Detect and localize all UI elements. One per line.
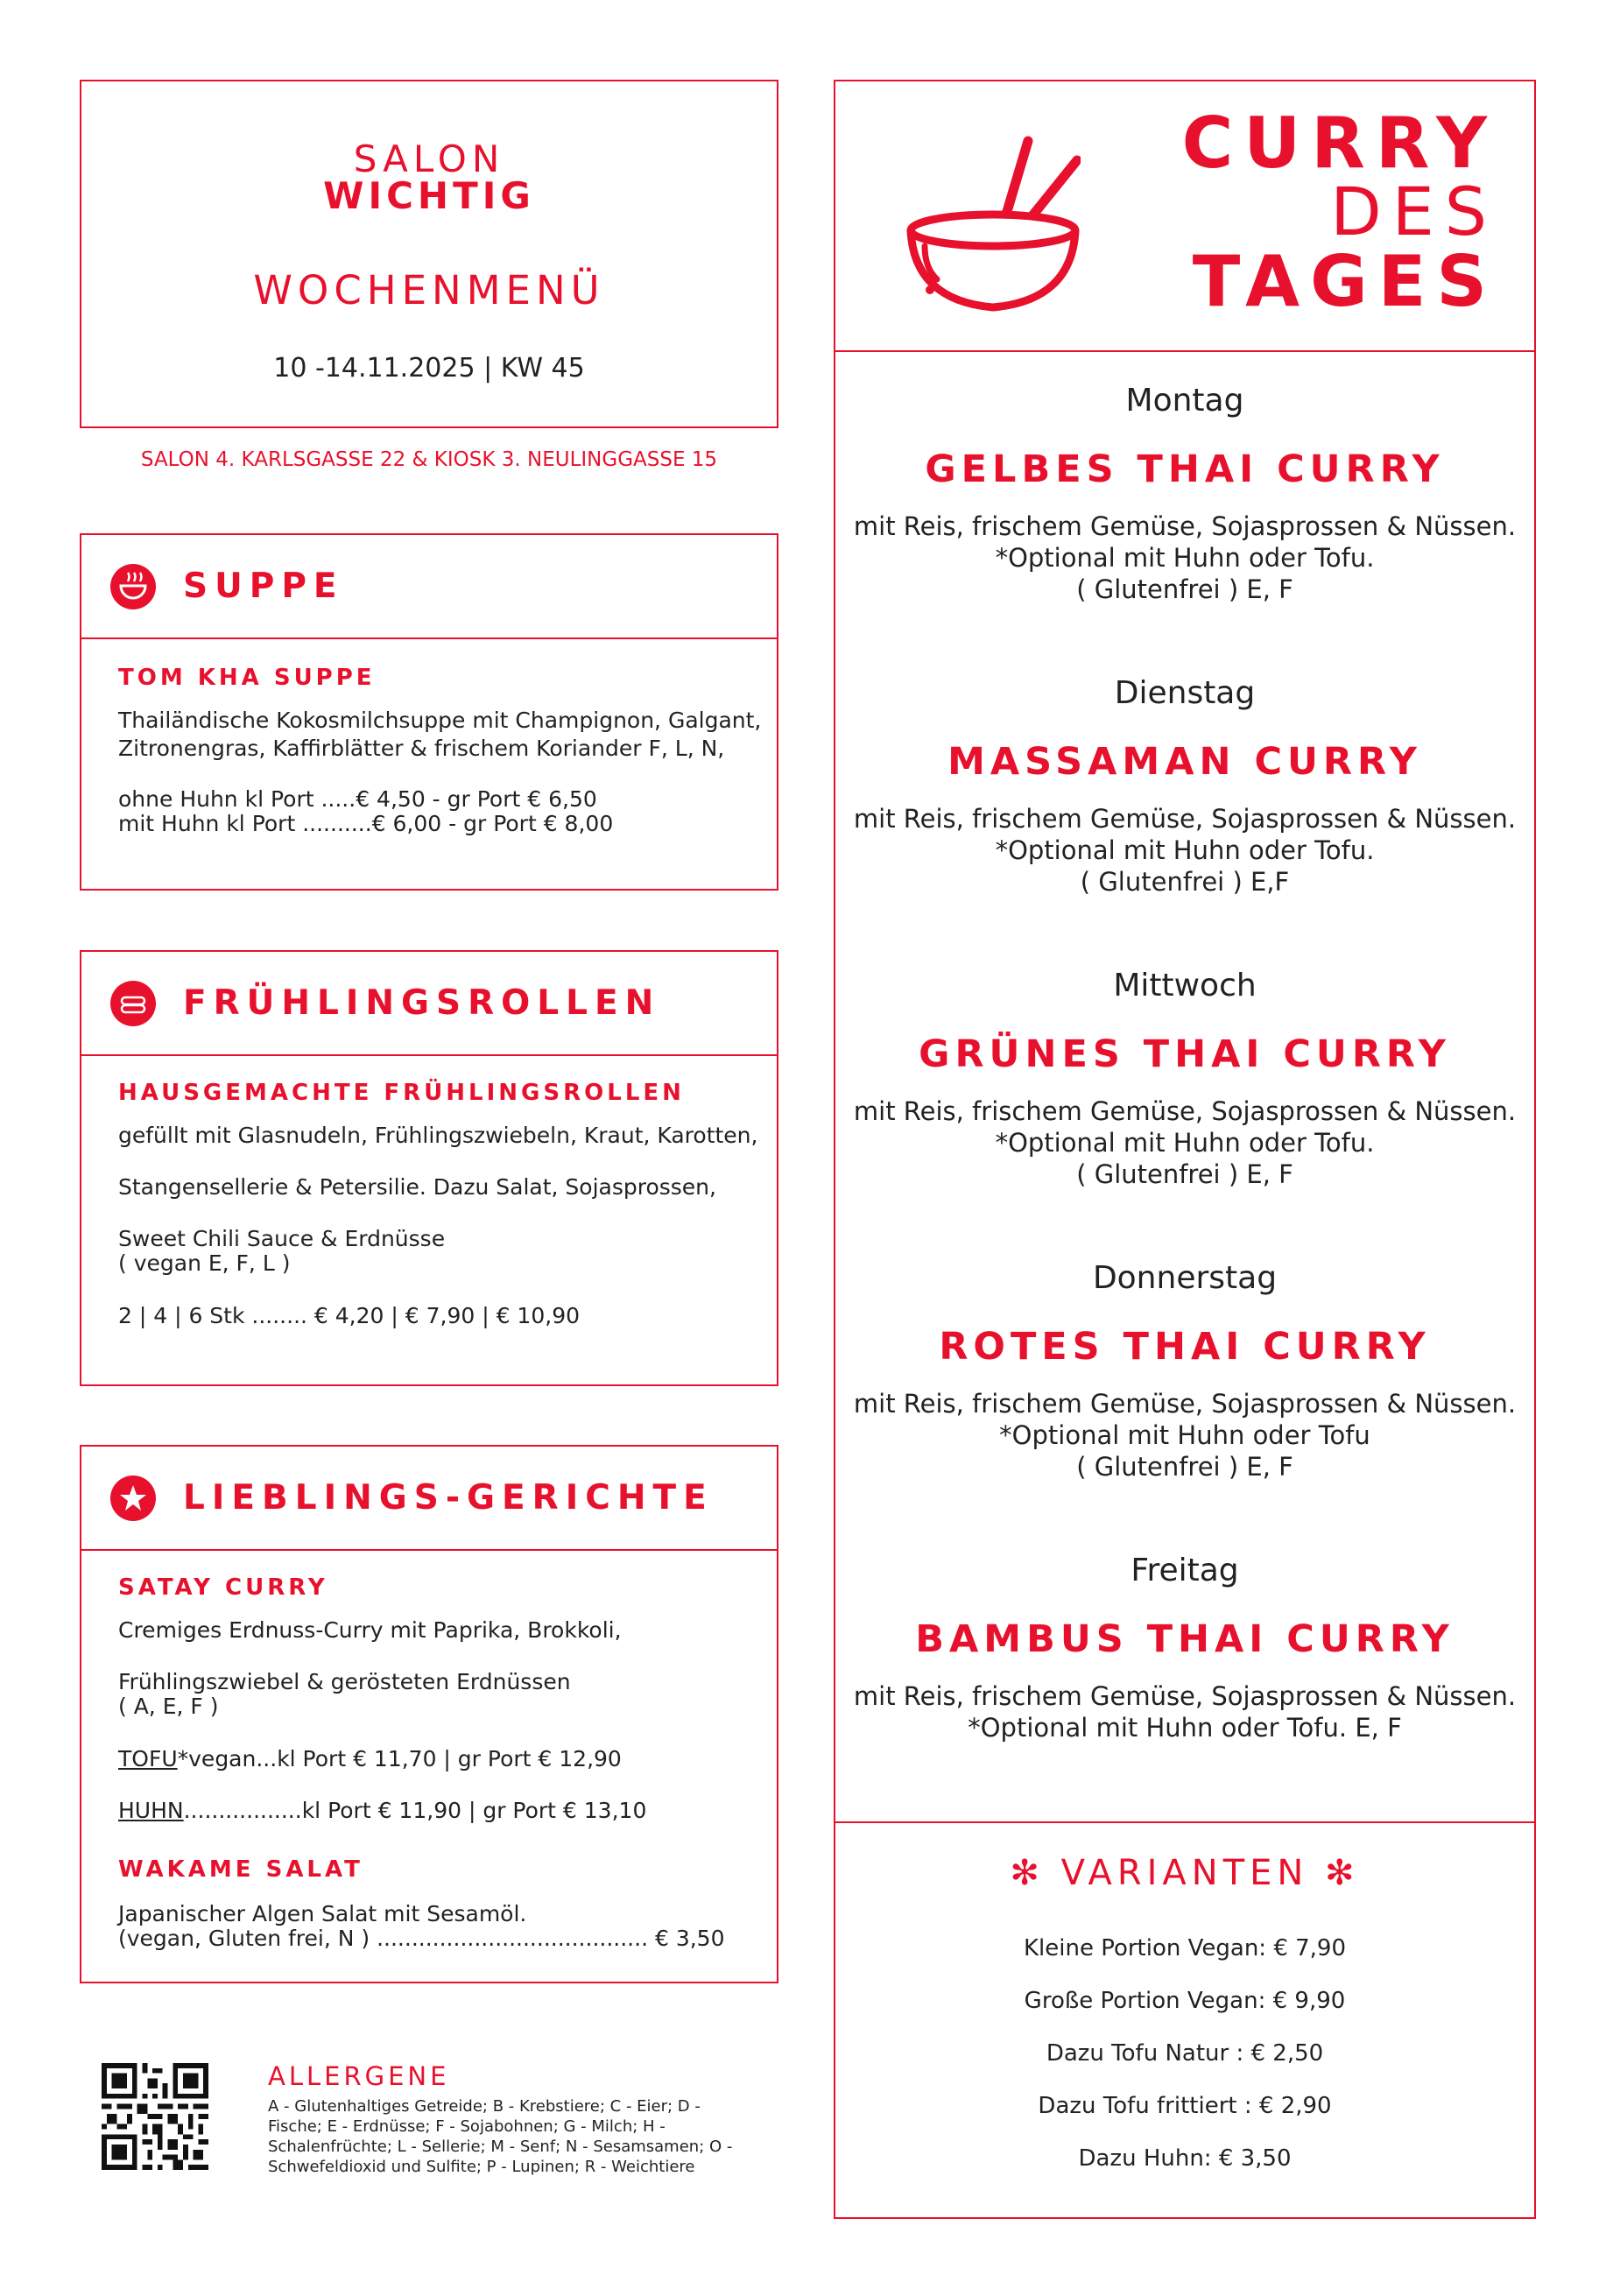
allergene-line-4: Schwefeldioxid und Sulfite; P - Lupinen; R - Weichtiere — [268, 2158, 695, 2176]
soup-bowl-icon — [110, 564, 156, 609]
bowl-chopsticks-icon — [905, 115, 1081, 316]
spring-rolls-icon — [110, 981, 156, 1026]
day-montag: Montag — [1125, 383, 1244, 419]
variante-5: Dazu Huhn: € 3,50 — [1078, 2145, 1292, 2172]
suppe-section — [80, 533, 778, 891]
fruehlingsrollen-desc-1: gefüllt mit Glasnudeln, Frühlingszwiebeln, Kraut, Karotten, — [118, 1123, 758, 1148]
header-box — [80, 80, 778, 428]
day-dienstag: Dienstag — [1114, 675, 1256, 711]
curry-donnerstag-line-2: *Optional mit Huhn oder Tofu — [999, 1420, 1370, 1450]
day-mittwoch: Mittwoch — [1113, 968, 1257, 1004]
day-freitag: Freitag — [1131, 1553, 1239, 1588]
curry-title-3: TAGES — [1192, 241, 1497, 322]
huhn-price: .................kl Port € 11,90 | gr Port € 13,10 — [183, 1798, 647, 1823]
fruehlingsrollen-section — [80, 950, 778, 1386]
satay-desc-3: ( A, E, F ) — [118, 1694, 219, 1719]
day-donnerstag: Donnerstag — [1092, 1260, 1278, 1296]
curry-mittwoch-line-1: mit Reis, frischem Gemüse, Sojasprossen & Nüssen. — [853, 1096, 1517, 1126]
curry-donnerstag-line-1: mit Reis, frischem Gemüse, Sojasprossen & Nüssen. — [853, 1389, 1517, 1419]
suppe-heading: SUPPE — [183, 567, 344, 606]
curry-dienstag-line-1: mit Reis, frischem Gemüse, Sojasprossen & Nüssen. — [853, 804, 1517, 834]
fruehlingsrollen-title: HAUSGEMACHTE FRÜHLINGSROLLEN — [118, 1080, 685, 1106]
curry-title-1: CURRY — [1181, 102, 1497, 184]
allergene-line-3: Schalenfrüchte; L - Sellerie; M - Senf; N - Sesamsamen; O - — [268, 2138, 733, 2156]
variante-2: Große Portion Vegan: € 9,90 — [1024, 1988, 1346, 2014]
allergene-title: ALLERGENE — [268, 2061, 450, 2091]
asterisk-icon: ✻ — [1010, 1853, 1061, 1893]
curry-donnerstag-line-3: ( Glutenfrei ) E, F — [1076, 1452, 1293, 1482]
tom-kha-price-2: mit Huhn kl Port ..........€ 6,00 - gr Port € 8,00 — [118, 811, 614, 836]
tom-kha-desc-1: Thailändische Kokosmilchsuppe mit Champignon, Galgant, — [118, 708, 762, 733]
varianten-block — [835, 1821, 1534, 2217]
curry-montag-line-3: ( Glutenfrei ) E, F — [1076, 574, 1293, 604]
satay-desc-1: Cremiges Erdnuss-Curry mit Paprika, Brokkoli, — [118, 1617, 622, 1643]
curry-mittwoch-line-3: ( Glutenfrei ) E, F — [1076, 1159, 1293, 1189]
tofu-label: TOFU — [118, 1746, 178, 1771]
allergene-line-2: Fische; E - Erdnüsse; F - Sojabohnen; G - Milch; H - — [268, 2117, 666, 2136]
fruehlingsrollen-desc-3: Sweet Chili Sauce & Erdnüsse — [118, 1226, 446, 1251]
wakame-desc-1: Japanischer Algen Salat mit Sesamöl. — [118, 1901, 527, 1926]
tom-kha-title: TOM KHA SUPPE — [118, 665, 376, 691]
curry-freitag-line-1: mit Reis, frischem Gemüse, Sojasprossen & Nüssen. — [853, 1681, 1517, 1711]
curry-freitag-line-2: *Optional mit Huhn oder Tofu. E, F — [968, 1713, 1402, 1743]
lieblings-heading: LIEBLINGS-GERICHTE — [183, 1478, 714, 1518]
wakame-title: WAKAME SALAT — [118, 1856, 363, 1883]
curry-header — [835, 81, 1534, 352]
variante-4: Dazu Tofu frittiert : € 2,90 — [1038, 2093, 1332, 2119]
fruehlingsrollen-price: 2 | 4 | 6 Stk ........ € 4,20 | € 7,90 | € 10,90 — [118, 1303, 581, 1328]
tom-kha-price-1: ohne Huhn kl Port .....€ 4,50 - gr Port € 6,50 — [118, 786, 597, 812]
brand-salon: SALON — [353, 137, 505, 180]
satay-tofu-row — [118, 1745, 622, 1772]
variante-3: Dazu Tofu Natur : € 2,50 — [1046, 2040, 1324, 2067]
fruehlingsrollen-desc-2: Stangensellerie & Petersilie. Dazu Salat, Sojasprossen, — [118, 1174, 716, 1200]
curry-mittwoch-line-2: *Optional mit Huhn oder Tofu. — [995, 1128, 1375, 1158]
satay-desc-2: Frühlingszwiebel & gerösteten Erdnüssen — [118, 1669, 571, 1694]
date-range: 10 -14.11.2025 | KW 45 — [273, 353, 585, 384]
varianten-title-row — [835, 1853, 1534, 1893]
curry-mittwoch: GRÜNES THAI CURRY — [919, 1032, 1451, 1076]
qr-code[interactable] — [102, 2063, 208, 2170]
lieblings-header — [81, 1447, 777, 1551]
curry-donnerstag: ROTES THAI CURRY — [939, 1325, 1431, 1369]
satay-huhn-row — [118, 1797, 646, 1824]
curry-montag: GELBES THAI CURRY — [925, 447, 1445, 491]
tom-kha-desc-2: Zitronengras, Kaffirblätter & frischem Koriander F, L, N, — [118, 736, 725, 761]
star-icon — [110, 1475, 156, 1521]
tofu-price: *vegan...kl Port € 11,70 | gr Port € 12,90 — [177, 1746, 622, 1771]
brand-wichtig: WICHTIG — [323, 174, 535, 217]
curry-freitag: BAMBUS THAI CURRY — [915, 1617, 1455, 1661]
address-line: SALON 4. KARLSGASSE 22 & KIOSK 3. NEULINGGASSE 15 — [140, 448, 718, 471]
curry-dienstag-line-2: *Optional mit Huhn oder Tofu. — [995, 835, 1375, 865]
curry-dienstag-line-3: ( Glutenfrei ) E,F — [1080, 867, 1290, 897]
variante-1: Kleine Portion Vegan: € 7,90 — [1023, 1935, 1347, 1961]
fruehlingsrollen-heading: FRÜHLINGSROLLEN — [183, 983, 661, 1023]
huhn-label: HUHN — [118, 1798, 184, 1823]
curry-montag-line-2: *Optional mit Huhn oder Tofu. — [995, 543, 1375, 573]
page-title: WOCHENMENÜ — [253, 267, 605, 313]
fruehlingsrollen-header — [81, 952, 777, 1056]
asterisk-icon: ✻ — [1308, 1853, 1360, 1893]
curry-dienstag: MASSAMAN CURRY — [947, 740, 1422, 784]
varianten-title: VARIANTEN — [1060, 1853, 1309, 1893]
curry-montag-line-1: mit Reis, frischem Gemüse, Sojasprossen & Nüssen. — [853, 511, 1517, 541]
allergene-line-1: A - Glutenhaltiges Getreide; B - Krebstiere; C - Eier; D - — [268, 2097, 701, 2116]
fruehlingsrollen-desc-4: ( vegan E, F, L ) — [118, 1250, 291, 1276]
wakame-desc-2: (vegan, Gluten frei, N ) ....................................... € 3,50 — [118, 1926, 725, 1951]
suppe-header — [81, 535, 777, 639]
satay-title: SATAY CURRY — [118, 1574, 328, 1601]
curry-section — [834, 80, 1536, 2219]
curry-title-2: DES — [1330, 173, 1497, 250]
lieblings-section — [80, 1445, 778, 1983]
